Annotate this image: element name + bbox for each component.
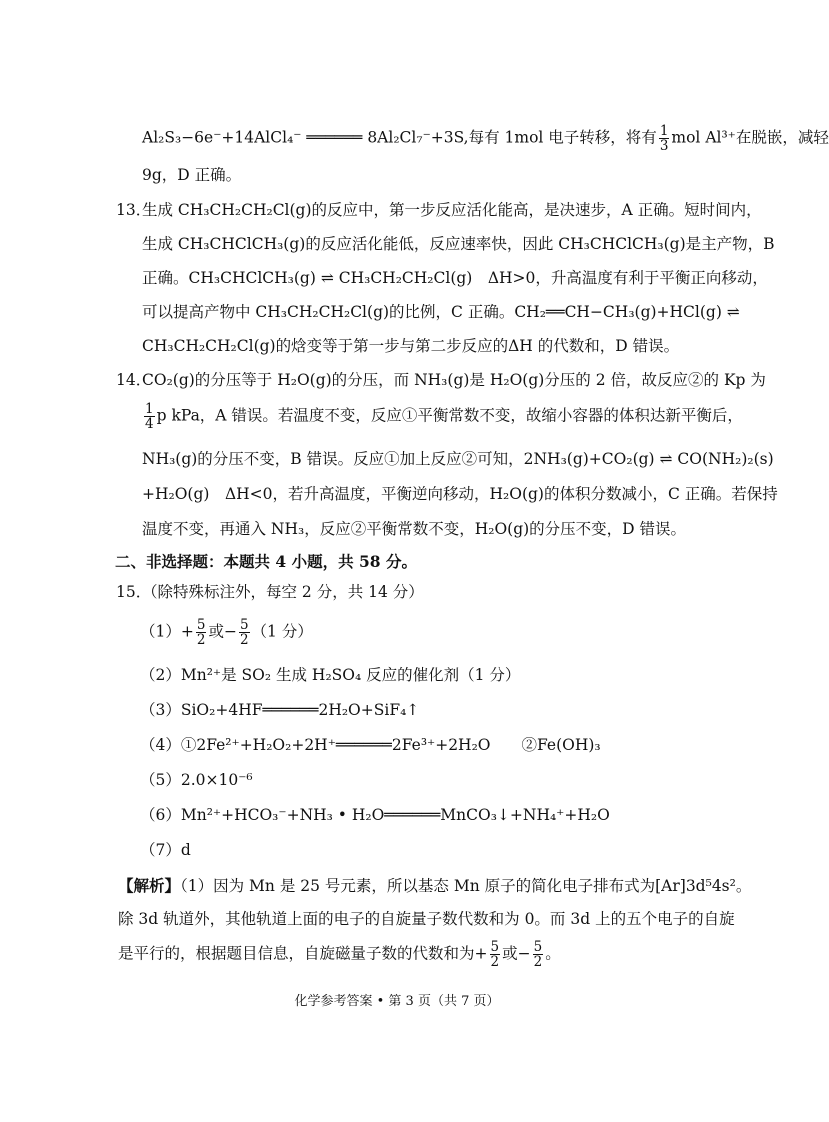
q15-answer-3: （3）SiO₂+4HF══════2H₂O+SiF₄↑ bbox=[140, 701, 420, 719]
analysis-label: 【解析】 bbox=[118, 876, 181, 895]
fraction-five-halves: $\frac{5}{2}$ bbox=[239, 617, 249, 649]
q15-answer-2: （2）Mn²⁺是 SO₂ 生成 H₂SO₄ 反应的催化剂（1 分） bbox=[140, 666, 521, 684]
q12-line-1: Al₂S₃−6e⁻+14AlCl₄⁻ ══════ 8Al₂Cl₇⁻+3S,每有 1mol 电子转移，将有 $\frac{1}{3}$ mol Al³⁺在脱嵌，减轻 bbox=[142, 123, 829, 155]
q15-answer-6: （6）Mn²⁺+HCO₃⁻+NH₃ • H₂O══════MnCO₃↓+NH₄⁺+H₂O bbox=[140, 806, 610, 824]
q15-number: 15． bbox=[116, 583, 152, 601]
q13-number: 13． bbox=[116, 201, 152, 219]
fraction-one-third: $\frac{1}{3}$ bbox=[659, 123, 669, 155]
page-footer: 化学参考答案 • 第 3 页（共 7 页） bbox=[294, 994, 500, 1009]
q14-line-4: +H₂O(g) ΔH<0，若升高温度，平衡逆向移动，H₂O(g)的体积分数减小，C 正确。若保持 bbox=[142, 485, 778, 503]
q15-answer-1: （1）+ $\frac{5}{2}$ 或− $\frac{5}{2}$ （1 分） bbox=[140, 617, 313, 649]
q15-analysis-line-2: 除 3d 轨道外，其他轨道上面的电子的自旋量子数代数和为 0。而 3d 上的五个电子的自旋 bbox=[118, 910, 735, 928]
fraction-five-halves: $\frac{5}{2}$ bbox=[490, 939, 500, 971]
q13-line-1: 生成 CH₃CH₂CH₂Cl(g)的反应中，第一步反应活化能高，是决速步，A 正确。短时间内， bbox=[142, 201, 762, 219]
q15-analysis-line-3: 是平行的，根据题目信息，自旋磁量子数的代数和为+ $\frac{5}{2}$ 或− $\frac{5}{2}$ 。 bbox=[118, 939, 561, 971]
q14-line-1: CO₂(g)的分压等于 H₂O(g)的分压，而 NH₃(g)是 H₂O(g)分压的 2 倍，故反应②的 Kp 为 bbox=[142, 371, 766, 389]
q13-line-2: 生成 CH₃CHClCH₃(g)的反应活化能低，反应速率快，因此 CH₃CHClCH₃(g)是主产物，B bbox=[142, 235, 775, 253]
fraction-five-halves: $\frac{5}{2}$ bbox=[533, 939, 543, 971]
q15-analysis-line-1: 【解析】（1）因为 Mn 是 25 号元素，所以基态 Mn 原子的简化电子排布式为[Ar]3d⁵4s²。 bbox=[118, 876, 752, 895]
q15-answer-7: （7）d bbox=[140, 841, 191, 859]
q12-line-2: 9g，D 正确。 bbox=[142, 166, 242, 184]
q15-answer-5: （5）2.0×10⁻⁶ bbox=[140, 771, 253, 789]
q13-line-3: 正确。CH₃CHClCH₃(g) ⇌ CH₃CH₂CH₂Cl(g) ΔH>0，升高温度有利于平衡正向移动， bbox=[142, 269, 768, 287]
q14-number: 14． bbox=[116, 371, 152, 389]
q15-header: （除特殊标注外，每空 2 分，共 14 分） bbox=[142, 583, 424, 601]
q14-line-3: NH₃(g)的分压不变，B 错误。反应①加上反应②可知，2NH₃(g)+CO₂(g) ⇌ CO(NH₂)₂(s) bbox=[142, 450, 774, 468]
fraction-one-quarter: $\frac{1}{4}$ bbox=[145, 401, 154, 433]
q14-line-5: 温度不变，再通入 NH₃，反应②平衡常数不变，H₂O(g)的分压不变，D 错误。 bbox=[142, 520, 687, 538]
q13-line-4: 可以提高产物中 CH₃CH₂CH₂Cl(g)的比例，C 正确。CH₂══CH−CH₃(g)+HCl(g) ⇌ bbox=[142, 303, 740, 321]
q12-equation: Al₂S₃−6e⁻+14AlCl₄⁻ ══════ 8Al₂Cl₇⁻+3S,每有 1mol 电子转移，将有 bbox=[142, 128, 657, 147]
q14-line-2: $\frac{1}{4}$ p kPa，A 错误。若温度不变，反应①平衡常数不变，故缩小容器的体积达新平衡后， bbox=[145, 401, 743, 433]
q15-answer-4: （4）①2Fe²⁺+H₂O₂+2H⁺══════2Fe³⁺+2H₂O ②Fe(OH)₃ bbox=[140, 736, 601, 754]
section-heading: 二、非选择题：本题共 4 小题，共 58 分。 bbox=[115, 552, 417, 571]
q13-line-5: CH₃CH₂CH₂Cl(g)的焓变等于第一步与第二步反应的ΔH 的代数和，D 错误。 bbox=[142, 337, 680, 355]
fraction-five-halves: $\frac{5}{2}$ bbox=[196, 617, 206, 649]
